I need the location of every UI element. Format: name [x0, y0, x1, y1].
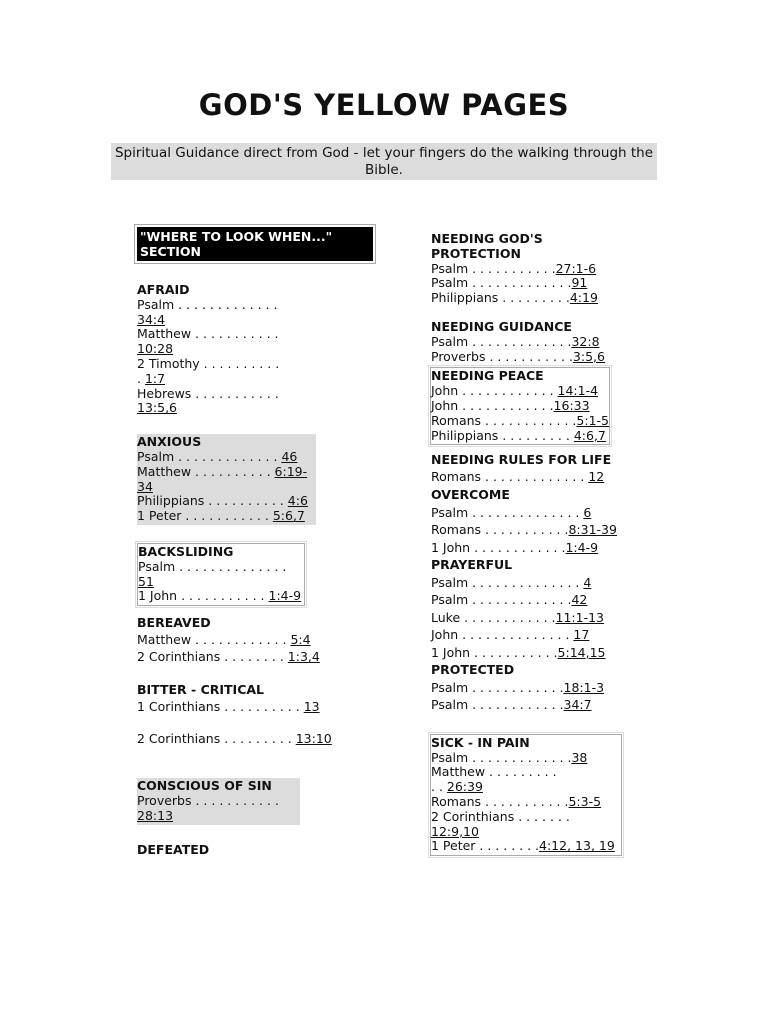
entry-row: [431, 609, 631, 627]
entry-book: Philippians . . . . . . . . .: [431, 290, 570, 306]
entry-row: [431, 429, 609, 444]
entry-row: [137, 794, 300, 824]
entry-ref[interactable]: 1:4-9: [565, 539, 599, 555]
entry-ref[interactable]: 42: [571, 592, 588, 608]
entry-book: Psalm . . . . . . . . . . . . . .: [431, 504, 580, 520]
entry-book: Hebrews . . . . . . . . . . .: [137, 385, 279, 401]
topic-bereaved: [137, 614, 377, 665]
entry-book: Matthew . . . . . . . . . . .: [137, 326, 279, 342]
entry-row: [431, 350, 631, 365]
entry-book: Psalm . . . . . . . . . . . .: [431, 679, 564, 695]
entry-ref[interactable]: 34:7: [563, 697, 592, 713]
entry-book: Romans . . . . . . . . . . . .: [431, 412, 577, 428]
entry-ref[interactable]: 13:10: [295, 731, 332, 747]
entry-ref[interactable]: 17: [573, 627, 590, 643]
entry-row: [137, 698, 377, 715]
entry-book: 1 Peter . . . . . . . . . . .: [137, 508, 269, 524]
entry-book: 2 Timothy . . . . . . . . . . .: [137, 355, 280, 386]
section-header: "WHERE TO LOOK WHEN..." SECTION: [137, 227, 373, 261]
entry-ref[interactable]: 13:5,6: [137, 400, 177, 416]
entry-ref[interactable]: 91: [571, 275, 588, 291]
entry-row: [137, 357, 287, 387]
entry-ref[interactable]: 4:19: [569, 290, 598, 306]
entry-row: [431, 414, 609, 429]
topic-title: BEREAVED: [137, 615, 211, 631]
entry-row: [431, 335, 631, 350]
entry-book: Psalm . . . . . . . . . . . . . .: [431, 574, 580, 590]
topic-title: AFRAID: [137, 282, 190, 297]
entry-row: [431, 751, 621, 766]
entry-ref[interactable]: 27:1-6: [555, 260, 597, 276]
entry-ref[interactable]: 38: [571, 749, 588, 765]
entry-book: Psalm . . . . . . . . . . . . .: [431, 275, 572, 291]
entry-book: Matthew . . . . . . . . . . . .: [137, 632, 287, 648]
entry-row: [431, 291, 631, 306]
topic-title: NEEDING GUIDANCE: [431, 318, 572, 334]
topic-title: NEEDING RULES FOR LIFE: [431, 452, 612, 468]
entry-ref[interactable]: 1:7: [144, 370, 166, 386]
topic-title: DEFEATED: [137, 841, 210, 857]
entry-row: [137, 298, 287, 328]
entry-ref[interactable]: 12: [588, 469, 605, 485]
topic-bitter-critical: [137, 681, 377, 747]
entry-book: Romans . . . . . . . . . . . . .: [431, 469, 585, 485]
entry-book: 1 Peter . . . . . . . .: [431, 838, 540, 854]
entry-ref[interactable]: 32:8: [571, 333, 600, 349]
entry-book: John . . . . . . . . . . . .: [431, 383, 554, 399]
entry-book: 2 Corinthians . . . . . . . .: [137, 649, 284, 665]
entry-ref[interactable]: 5:14,15: [557, 644, 606, 660]
topic-title: PROTECTED: [431, 662, 515, 678]
entry-row: [137, 648, 377, 665]
entry-row: [431, 839, 621, 854]
entry-row: [431, 276, 631, 291]
entry-ref[interactable]: 34:4: [137, 311, 166, 327]
topic-sick-in-pain: [430, 734, 622, 856]
entry-book: John . . . . . . . . . . . . . .: [431, 627, 570, 643]
entry-book: Romans . . . . . . . . . . .: [431, 794, 569, 810]
topic-title: NEEDING GOD'S PROTECTION: [431, 231, 543, 261]
entry-book: Psalm . . . . . . . . . . . . . .: [138, 558, 287, 574]
entry-ref[interactable]: 4:6,7: [573, 427, 606, 443]
entry-row: [138, 560, 304, 590]
entry-row: [431, 679, 631, 697]
entry-ref[interactable]: 26:39: [446, 779, 483, 795]
entry-row: [431, 262, 631, 277]
entry-row: [431, 468, 631, 485]
entry-book: 1 Corinthians . . . . . . . . . .: [137, 699, 300, 715]
topic-afraid: [137, 283, 287, 416]
entry-ref[interactable]: 46: [281, 448, 298, 464]
entry-row: [431, 810, 576, 840]
entry-row: [431, 574, 631, 592]
topic-title: PRAYERFUL: [431, 557, 513, 573]
entry-row: [137, 465, 316, 495]
entry-ref[interactable]: 1:3,4: [287, 649, 320, 665]
entry-book: Philippians . . . . . . . . .: [431, 427, 570, 443]
entry-row: [431, 399, 609, 414]
entry-row: [137, 450, 316, 465]
entry-row: [431, 521, 631, 539]
entry-book: 1 John . . . . . . . . . . .: [431, 644, 558, 660]
entry-book: Psalm . . . . . . . . . . . . .: [431, 333, 572, 349]
entry-ref[interactable]: 5:3-5: [568, 794, 602, 810]
entry-ref[interactable]: 10:28: [137, 341, 174, 357]
entry-row: [138, 589, 304, 604]
topic-defeated: [137, 843, 377, 858]
entry-book: Psalm . . . . . . . . . . .: [431, 260, 556, 276]
entry-ref[interactable]: 51: [138, 573, 154, 589]
entry-ref[interactable]: 18:1-3: [563, 679, 605, 695]
entry-ref[interactable]: 28:13: [137, 807, 174, 823]
topic-protected: [431, 661, 631, 714]
page-title: GOD'S YELLOW PAGES: [198, 88, 570, 122]
topic-conscious-of-sin: [137, 778, 300, 824]
topic-needing-rules-for-life: [431, 451, 631, 485]
entry-row: [431, 539, 631, 557]
entry-ref[interactable]: 14:1-4: [557, 383, 599, 399]
entry-row: [137, 631, 377, 648]
topic-needing-peace: [430, 367, 610, 445]
entry-book: Matthew . . . . . . . . . . .: [431, 764, 557, 795]
entry-row: [431, 765, 561, 795]
entry-ref[interactable]: 12:9,10: [431, 823, 479, 839]
topic-title: BITTER - CRITICAL: [137, 682, 265, 698]
right-column: [431, 232, 631, 856]
entry-row: [137, 494, 316, 509]
entry-row: [431, 644, 631, 662]
entry-row: [137, 327, 287, 357]
entry-book: Romans . . . . . . . . . . .: [431, 522, 569, 538]
topic-needing-guidance: [431, 320, 631, 364]
entry-row: [431, 626, 631, 644]
entry-row: [431, 795, 621, 810]
entry-ref[interactable]: 4: [583, 574, 592, 590]
entry-ref[interactable]: 4:6: [287, 493, 308, 509]
entry-book: Proverbs . . . . . . . . . . .: [137, 792, 279, 808]
topic-title: ANXIOUS: [137, 434, 202, 450]
entry-ref[interactable]: 11:1-13: [555, 609, 605, 625]
left-column: [137, 227, 377, 857]
entry-book: Psalm . . . . . . . . . . . . .: [137, 296, 278, 312]
entry-book: 2 Corinthians . . . . . . .: [431, 808, 570, 824]
entry-ref[interactable]: 6: [583, 504, 592, 520]
entry-book: Psalm . . . . . . . . . . . . .: [137, 448, 278, 464]
entry-book: 1 John . . . . . . . . . . .: [138, 588, 265, 604]
topic-title: SICK - IN PAIN: [431, 734, 530, 750]
entry-row: [137, 509, 316, 524]
entry-row: [431, 504, 631, 522]
page-subtitle: Spiritual Guidance direct from God - let your fingers do the walking through the Bible.: [111, 143, 657, 180]
entry-ref[interactable]: 5:6,7: [272, 508, 305, 524]
entry-book: Psalm . . . . . . . . . . . . .: [431, 749, 572, 765]
topic-prayerful: [431, 556, 631, 661]
topic-backsliding: [137, 543, 305, 606]
entry-ref[interactable]: 3:5,6: [572, 348, 605, 364]
entry-book: John . . . . . . . . . . . .: [431, 397, 554, 413]
topic-title: CONSCIOUS OF SIN: [137, 778, 272, 794]
entry-ref[interactable]: 6:19-34: [137, 463, 308, 494]
entry-book: Psalm . . . . . . . . . . . .: [431, 697, 564, 713]
entry-ref[interactable]: 4:12, 13, 19: [539, 838, 615, 854]
entry-ref[interactable]: 8:31-39: [568, 522, 617, 538]
entry-ref[interactable]: 5:4: [290, 632, 311, 648]
entry-ref[interactable]: 16:33: [553, 397, 590, 413]
entry-row: [137, 387, 287, 417]
entry-book: Philippians . . . . . . . . . .: [137, 493, 284, 509]
entry-ref[interactable]: 5:1-5: [576, 412, 609, 428]
topic-needing-gods-protection: [431, 231, 598, 306]
entry-row: [431, 696, 631, 714]
entry-book: Luke . . . . . . . . . . . .: [431, 609, 556, 625]
entry-row: [137, 730, 377, 747]
entry-book: Proverbs . . . . . . . . . . .: [431, 348, 573, 364]
entry-ref[interactable]: 13: [303, 699, 320, 715]
entry-book: Matthew . . . . . . . . . .: [137, 463, 271, 479]
entry-row: [431, 591, 631, 609]
topic-title: OVERCOME: [431, 487, 510, 503]
entry-book: Psalm . . . . . . . . . . . . .: [431, 592, 572, 608]
topic-title: BACKSLIDING: [138, 543, 234, 559]
topic-overcome: [431, 486, 631, 556]
entry-ref[interactable]: 1:4-9: [268, 588, 302, 604]
entry-book: 1 John . . . . . . . . . . . .: [431, 539, 566, 555]
entry-book: 2 Corinthians . . . . . . . . .: [137, 731, 292, 747]
entry-row: [431, 384, 609, 399]
topic-title: NEEDING PEACE: [431, 368, 544, 384]
topic-anxious: [137, 434, 316, 525]
